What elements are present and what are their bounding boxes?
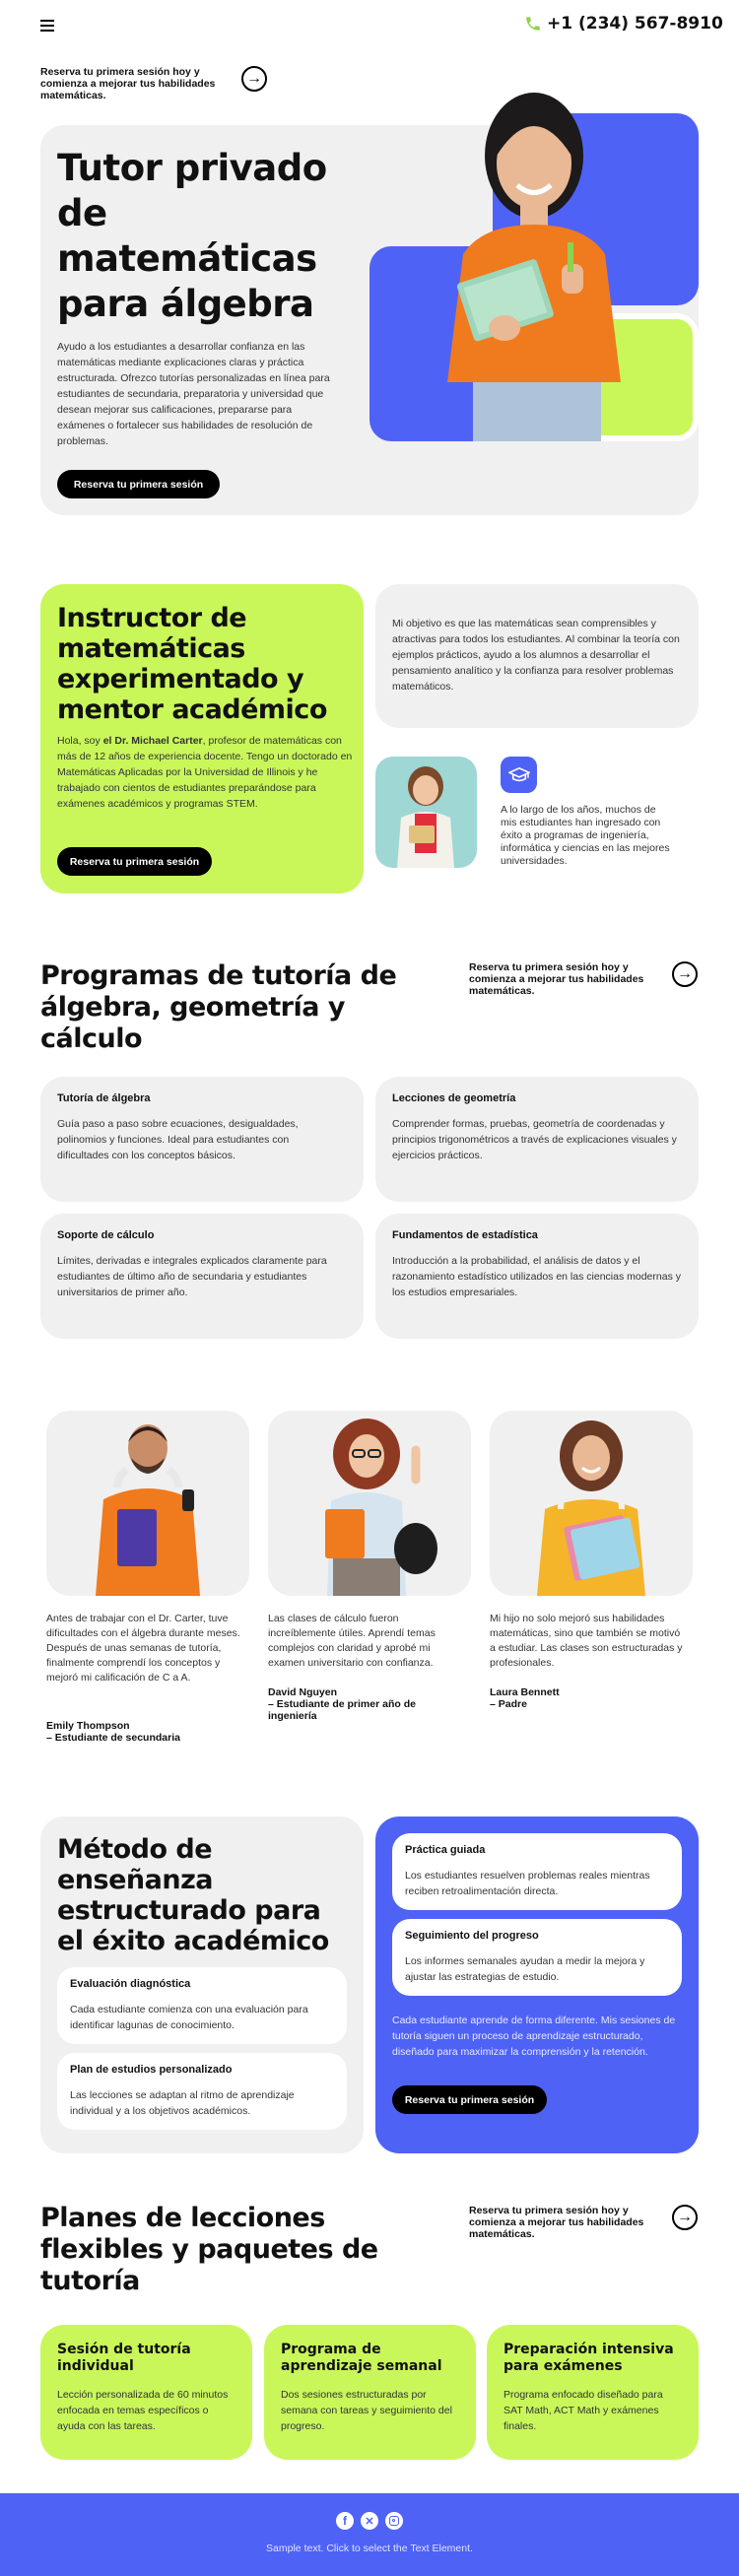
plans-title: Planes de lecciones flexibles y paquetes de tutoría	[40, 2203, 378, 2296]
hero-arrow-button[interactable]	[241, 66, 267, 92]
method-step-text: Cada estudiante comienza con una evaluación para identificar lagunas de conocimiento.	[70, 2004, 308, 2031]
about-intro-post: , profesor de matemáticas con más de 12 años de experiencia docente. Tengo un doctorado en Matemáticas Aplicadas por la Universidad de Illinois y he trabajado con cientos de estudiantes preparándose para exámenes académicos y programas STEM.	[57, 735, 353, 810]
about-title: Instructor de matemáticas experimentado y mentor académico	[57, 603, 327, 725]
arrow-right-icon: →	[246, 70, 262, 87]
about-intro-name: el Dr. Michael Carter	[102, 735, 203, 747]
plan-text: Programa enfocado diseñado para SAT Math, ACT Math y exámenes finales.	[504, 2389, 663, 2432]
program-text: Límites, derivadas e integrales explicados claramente para estudiantes de último año de secundaria y estudiantes universitarios de primer año.	[57, 1255, 327, 1298]
plan-text: Dos sesiones estructuradas por semana con tareas y seguimiento del progreso.	[281, 2389, 452, 2432]
about-book-button[interactable]: Reserva tu primera sesión	[57, 847, 212, 876]
facebook-icon[interactable]: f	[336, 2512, 354, 2530]
hero-book-button[interactable]: Reserva tu primera sesión	[57, 470, 220, 498]
plan-title: Sesión de tutoría individual	[57, 2342, 191, 2374]
hero-student-photo	[424, 87, 650, 441]
testimonial-photo	[490, 1411, 693, 1596]
goal-text: Mi objetivo es que las matemáticas sean comprensibles y atractivas para todos los estudiantes. Al combinar la teoría con ejemplos prácticos, ayudo a los alumnos a desarrollar el pensamiento analítico y la confianza para resolver problemas matemáticos.	[392, 618, 680, 693]
testimonial-name: Laura Bennett	[490, 1686, 560, 1698]
testimonial-role: – Padre	[490, 1698, 527, 1710]
program-title: Lecciones de geometría	[392, 1092, 516, 1104]
instagram-icon[interactable]	[385, 2512, 403, 2530]
hamburger-icon[interactable]	[40, 20, 54, 32]
program-title: Tutoría de álgebra	[57, 1092, 151, 1104]
plans-arrow-button[interactable]	[672, 2205, 698, 2230]
program-title: Fundamentos de estadística	[392, 1229, 538, 1241]
arrow-right-icon: →	[677, 965, 693, 982]
about-intro	[57, 733, 353, 812]
programs-arrow-button[interactable]	[672, 961, 698, 987]
method-step-title: Práctica guiada	[405, 1844, 486, 1856]
testimonial-quote: Las clases de cálculo fueron increíblemente útiles. Aprendí temas complejos con claridad y aprobé mi examen universitario con confianza.	[268, 1613, 436, 1669]
program-title: Soporte de cálculo	[57, 1229, 155, 1241]
hero-title: Tutor privado de matemáticas para álgebra	[57, 147, 327, 325]
graduation-cap-icon	[501, 757, 537, 793]
site-footer	[0, 2493, 739, 2576]
method-step-title: Plan de estudios personalizado	[70, 2064, 233, 2076]
testimonial-role: – Estudiante de secundaria	[46, 1732, 180, 1744]
phone-number[interactable]: +1 (234) 567-8910	[547, 14, 723, 33]
testimonial-quote: Mi hijo no solo mejoró sus habilidades matemáticas, sino que también se motivó a estudiar. Las clases son estructuradas y profesionales.	[490, 1613, 683, 1669]
testimonial-quote: Antes de trabajar con el Dr. Carter, tuve dificultades con el álgebra durante meses. Después de unas semanas de tutoría, finalmente comprendí los conceptos y mejoró mi calificación de C a A.	[46, 1613, 240, 1684]
method-step-text: Los estudiantes resuelven problemas reales mientras reciben retroalimentación directa.	[405, 1870, 650, 1897]
programs-cta-text: Reserva tu primera sesión hoy y comienza a mejorar tus habilidades matemáticas.	[469, 961, 644, 997]
method-step-text: Las lecciones se adaptan al ritmo de aprendizaje individual y a los objetivos académicos.	[70, 2089, 295, 2117]
plans-cta-text: Reserva tu primera sesión hoy y comienza a mejorar tus habilidades matemáticas.	[469, 2205, 644, 2240]
plan-title: Preparación intensiva para exámenes	[504, 2342, 674, 2374]
program-text: Introducción a la probabilidad, el análisis de datos y el razonamiento estadístico utilizados en las ciencias modernas y los estudios empresariales.	[392, 1255, 681, 1298]
testimonial-name: Emily Thompson	[46, 1720, 130, 1732]
method-step-text: Los informes semanales ayudan a medir la mejora y ajustar las estrategias de estudio.	[405, 1955, 645, 1983]
about-intro-pre: Hola, soy	[57, 735, 103, 747]
phone-icon[interactable]	[524, 15, 542, 33]
programs-title: Programas de tutoría de álgebra, geometría y cálculo	[40, 960, 397, 1054]
plan-text: Lección personalizada de 60 minutos enfocada en temas específicos o ayuda con las tareas.	[57, 2389, 229, 2432]
program-text: Comprender formas, pruebas, geometría de coordenadas y principios trigonométricos a través de explicaciones visuales y ejercicios prácticos.	[392, 1118, 677, 1161]
arrow-right-icon: →	[677, 2209, 693, 2225]
testimonial-photo	[46, 1411, 249, 1596]
method-step-title: Seguimiento del progreso	[405, 1930, 539, 1942]
footer-text[interactable]: Sample text. Click to select the Text Element.	[266, 2543, 473, 2554]
testimonial-name: David Nguyen	[268, 1686, 338, 1698]
plan-title: Programa de aprendizaje semanal	[281, 2342, 442, 2374]
method-summary: Cada estudiante aprende de forma diferente. Mis sesiones de tutoría siguen un proceso de aprendizaje estructurado, diseñado para maximizar la comprensión y la retención.	[392, 2015, 676, 2058]
hero-description: Ayudo a los estudiantes a desarrollar confianza en las matemáticas mediante explicaciones claras y práctica estructurada. Ofrezco tutorías personalizadas en línea para estudiantes de secundaria, preparatoria y universidad que desean mejorar sus calificaciones, prepararse para exámenes o fortalecer sus habilidades de resolución de problemas.	[57, 341, 330, 447]
method-step-title: Evaluación diagnóstica	[70, 1978, 191, 1990]
testimonial-photo	[268, 1411, 471, 1596]
program-text: Guía paso a paso sobre ecuaciones, desigualdades, polinomios y funciones. Ideal para estudiantes con dificultades con los conceptos básicos.	[57, 1118, 299, 1161]
about-tutor-photo	[375, 757, 477, 868]
method-title: Método de enseñanza estructurado para el éxito académico	[57, 1834, 329, 1956]
hero-cta-text: Reserva tu primera sesión hoy y comienza a mejorar tus habilidades matemáticas.	[40, 66, 216, 101]
about-stat-text: A lo largo de los años, muchos de mis estudiantes han ingresado con éxito a programas de ingeniería, informática y ciencias en las mejores universidades.	[501, 804, 670, 867]
x-icon[interactable]: ✕	[361, 2512, 378, 2530]
method-book-button[interactable]: Reserva tu primera sesión	[392, 2085, 547, 2114]
testimonial-role: – Estudiante de primer año de ingeniería	[268, 1698, 416, 1722]
